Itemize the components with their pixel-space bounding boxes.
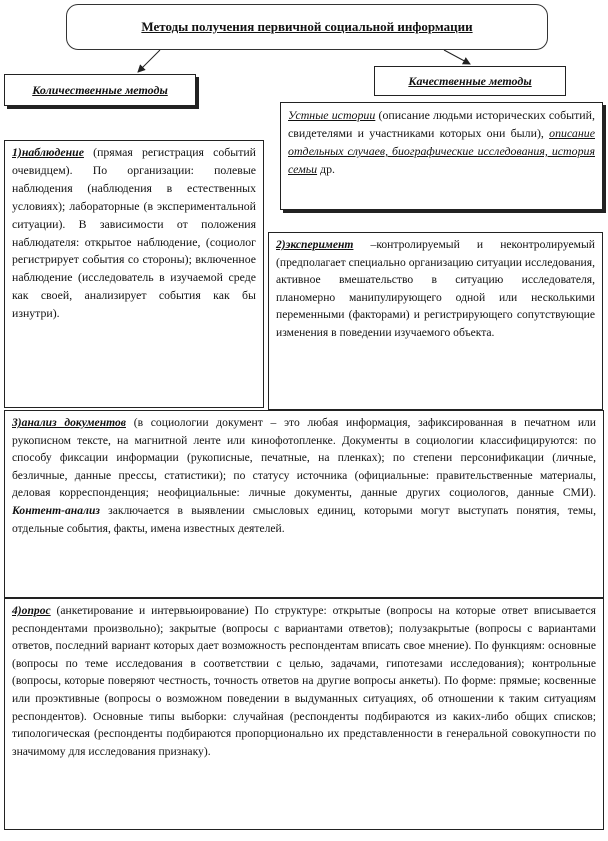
oral-history-term: Устные истории [288,108,376,122]
oral-history-text: (описание людьми исторических событий, свидетелями и участниками которых они были), [288,108,596,140]
experiment-term: 2)эксперимент [276,238,354,251]
document-analysis-term: 3)анализ документов [12,416,126,429]
oral-history-term2: описание отдельных случаев, биографические исследования, история семьи [288,126,595,176]
qualitative-methods-box [374,66,566,96]
quantitative-methods-label: Количественные методы [32,82,168,97]
observation-term: 1)наблюдение [12,145,84,159]
quantitative-methods-box [4,74,196,106]
survey-term: 4)опрос [12,604,51,617]
observation-text: (прямая регистрация событий очевидцем). По организации: полевые наблюдения (наблюдения в естественных условиях); лабораторные (в экспериментальной ситуации). В зависимости от положения наблюдателя: открытое наблюдение, (социолог регистрирует события со стороны); включенное наблюдение (исследователь в изучаемой среде как своей, анализирует события как бы изнутри). [12,145,256,321]
survey-box [4,598,604,830]
title-text: Методы получения первичной социальной информации [141,19,473,34]
observation-box [4,140,264,408]
document-analysis-box [4,410,604,598]
qualitative-methods-label: Качественные методы [408,73,532,88]
survey-text: (анкетирование и интервьюирование) По структуре: открытые (вопросы на которые ответ вписывается респондентами произвольно); закрытые (вопросы с вариантами ответов); полузакрытые (вопросы с вариантами ответов, последний вариант которых дает возможность респондентам вписать свое мнение). По функциям: основные (вопросы по теме исследования в соответствии с целью, задачами, гипотезами исследования); контрольные (вопросы, которые поверяют честность, точность ответов на другие вопросы анкеты). По форме: прямые; косвенные или проэктивные (вопросы о возможном поведении в выдуманных ситуациях, об отношении к таким ситуациям респондентов). Основные типы выборки: случайная (респонденты подбираются из каких-либо общих списков; типологическая (респонденты подбираются пропорционально их представленности в генеральной совокупности по значимому для исследования признаку). [12,604,596,758]
arrow-to-qualitative [444,50,470,64]
oral-history-box [280,102,603,210]
arrow-to-quantitative [138,50,160,72]
oral-history-text2: др. [317,162,336,176]
diagram-title [66,4,548,50]
experiment-text: –контролируемый и неконтролируемый (предполагает специально организацию ситуации исследования, активное вмешательство в ситуацию исследователя, планомерно манипулирующего одной или несколькими переменными (факторами) и регистрирующего сопутствующие изменения в поведении изучаемого объекта. [276,238,595,339]
content-analysis-term: Контент-анализ [12,503,100,517]
experiment-box [268,232,603,410]
content-analysis-text: заключается в выявлении смысловых единиц, которыми могут выступать понятия, темы, отдельные события, факты, имена известных деятелей. [12,503,596,535]
document-analysis-text: (в социологии документ – это любая информация, зафиксированная в печатном или рукописном тексте, на магнитной ленте или кинофотопленке. Документы в социологии классифицируются: по способу фиксации информации (рукописные, печатные, на пленках); по степени персонификации (личные, безличные, данные прессы, статистики); по статусу источника (официальные: правительственные материалы, деловая корреспонденция; неофициальные: личные документы, данные других социологов, данные СМИ). [12,416,597,500]
